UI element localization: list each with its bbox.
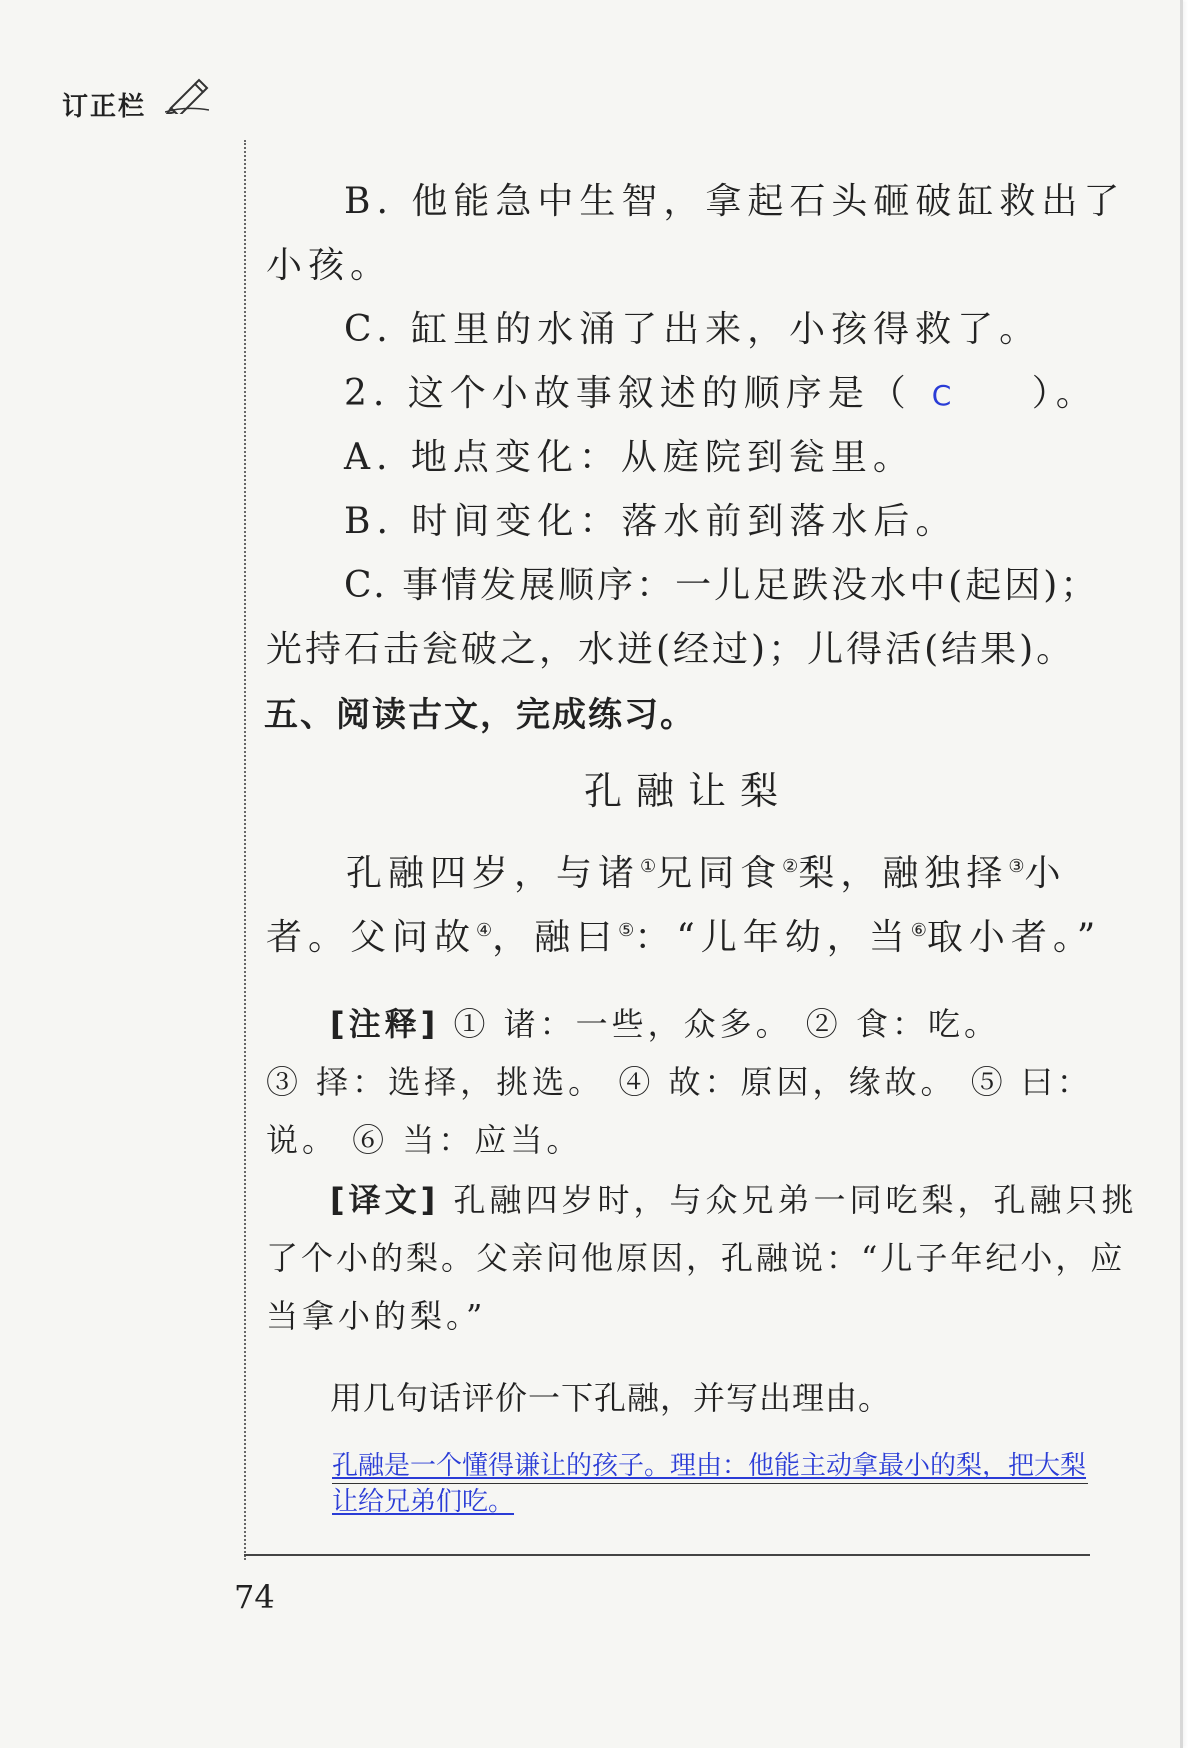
q1-choice-c <box>344 309 1042 350</box>
passage-text: 兄同食 <box>656 853 783 894</box>
q1-choice-b-label: B. <box>344 181 394 222</box>
q1-choice-b-line1 <box>344 181 1126 222</box>
passage-text: ：“儿年幼，当 <box>634 917 911 958</box>
notes-line1 <box>330 1005 1000 1043</box>
passage-line2 <box>266 917 1102 958</box>
passage-title: 孔融让梨 <box>584 769 793 813</box>
q2-answer: C <box>931 379 952 412</box>
translation-label: [译文] <box>330 1181 440 1219</box>
q2-choice-b-label: B. <box>344 501 394 542</box>
margin-divider <box>244 140 246 1560</box>
translation-line1 <box>330 1181 1138 1219</box>
answer-field[interactable]: 孔融是一个懂得谦让的孩子。理由：他能主动拿最小的梨，把大梨让给兄弟们吃。 <box>332 1451 1087 1517</box>
q1-choice-c-label: C. <box>344 309 394 350</box>
footer-divider <box>244 1554 1090 1556</box>
footnote-marker: ① <box>640 856 657 877</box>
passage-text: 取小者。” <box>926 917 1102 958</box>
passage-text: 梨，融独择 <box>798 853 1009 894</box>
notes-line2: ③ 择：选择，挑选。 ④ 故：原因，缘故。 ⑤ 曰： <box>266 1063 1093 1101</box>
q2-choice-a <box>344 437 915 478</box>
q2-prompt-text: 2. 这个小故事叙述的顺序是（ <box>344 373 912 414</box>
section5-heading: 五、阅读古文，完成练习。 <box>264 695 696 735</box>
q2-choice-c-line1 <box>344 565 1100 606</box>
passage-text: 者。父问故 <box>266 917 477 958</box>
passage-text: 孔融四岁，与诸 <box>346 853 641 894</box>
correction-column-label: 订正栏 <box>62 92 147 122</box>
pencil-icon <box>165 78 209 114</box>
q2-prompt <box>344 373 1098 414</box>
q1-choice-b-text: 他能急中生智，拿起石头砸破缸救出了 <box>411 181 1126 222</box>
footnote-marker: ③ <box>1008 856 1025 877</box>
q2-choice-c-text: 事情发展顺序：一儿足跌没水中(起因)； <box>402 565 1100 606</box>
q2-choice-a-label: A. <box>344 437 394 478</box>
q1-choice-b-line2: 小孩。 <box>266 245 393 286</box>
footnote-marker: ⑥ <box>910 920 927 941</box>
q2-prompt-close: ）。 <box>1031 373 1098 414</box>
translation-line2: 了个小的梨。父亲问他原因，孔融说：“儿子年纪小，应 <box>266 1239 1126 1277</box>
q2-choice-b <box>344 501 958 542</box>
notes-label: [注释] <box>330 1005 440 1043</box>
notes-line3: 说。 ⑥ 当：应当。 <box>266 1121 583 1159</box>
passage-text: ，融曰 <box>492 917 619 958</box>
footnote-marker: ④ <box>476 920 493 941</box>
answer-line <box>332 1483 1088 1484</box>
translation-text: 孔融四岁时，与众兄弟一同吃梨，孔融只挑 <box>453 1181 1138 1219</box>
footnote-marker: ⑤ <box>618 920 635 941</box>
footnote-marker: ② <box>782 856 799 877</box>
passage-line1 <box>346 853 1067 894</box>
notes-text: ① 诸：一些，众多。 ② 食：吃。 <box>453 1005 1000 1043</box>
q2-choice-c-line2: 光持石击瓮破之，水迸(经过)；儿得活(结果)。 <box>266 629 1076 670</box>
passage-text: 小 <box>1024 853 1067 894</box>
q2-choice-a-text: 地点变化：从庭院到瓮里。 <box>410 437 915 478</box>
page-number: 74 <box>234 1578 275 1616</box>
q2-choice-b-text: 时间变化：落水前到落水后。 <box>411 501 958 542</box>
translation-line3: 当拿小的梨。” <box>266 1297 487 1335</box>
q2-choice-c-label: C. <box>344 565 388 606</box>
q1-choice-c-text: 缸里的水涌了出来，小孩得救了。 <box>411 309 1042 350</box>
evaluation-question: 用几句话评价一下孔融，并写出理由。 <box>330 1379 892 1417</box>
